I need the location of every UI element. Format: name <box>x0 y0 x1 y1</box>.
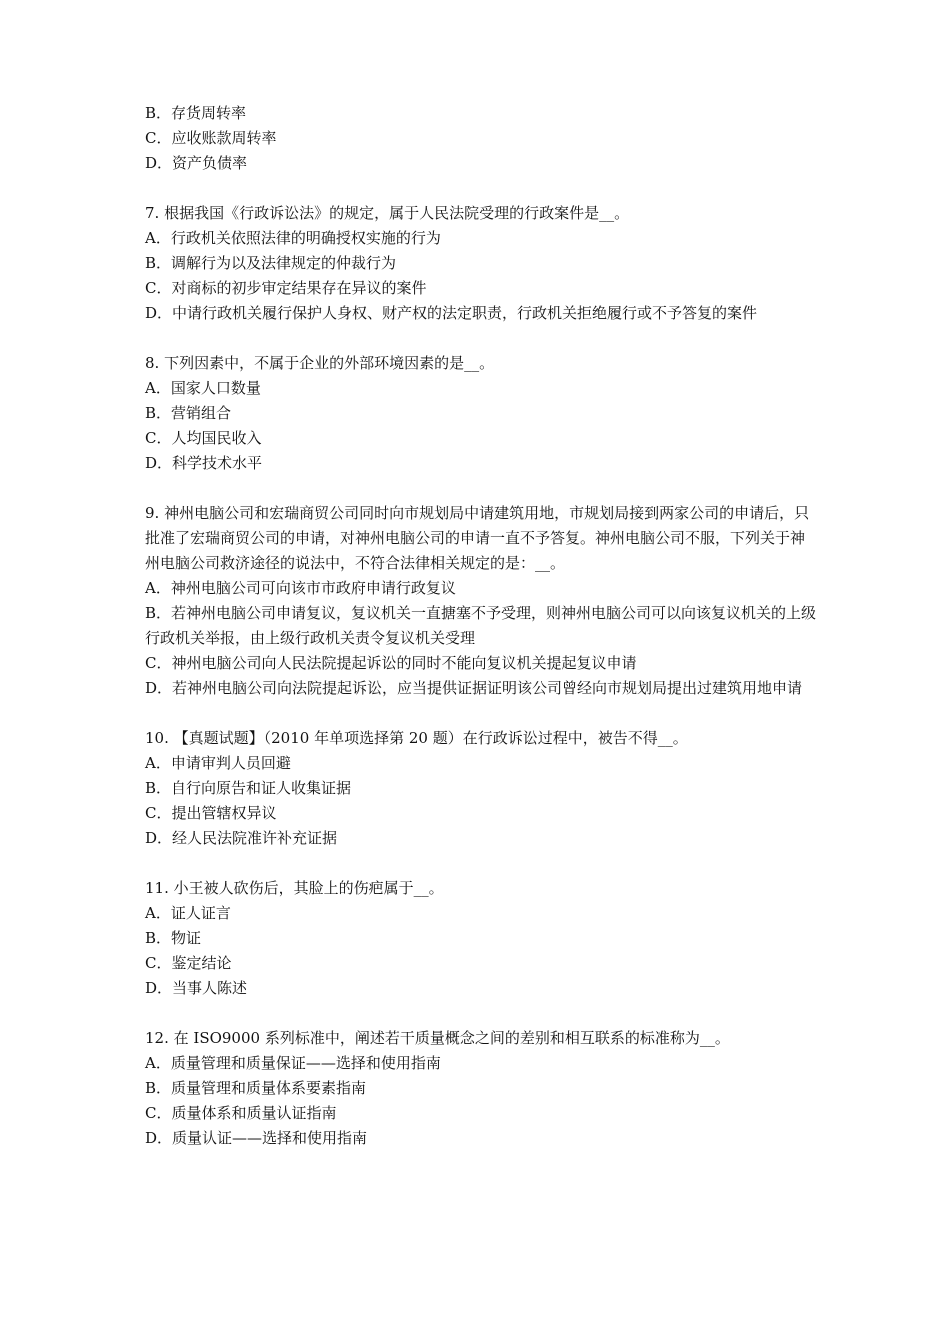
option-c: C．应收账款周转率 <box>145 129 277 147</box>
option-b: B．存货周转率 <box>145 104 247 122</box>
option-b: B．自行向原告和证人收集证据 <box>145 779 352 797</box>
question-8 <box>145 351 817 476</box>
question-10 <box>145 726 817 851</box>
question-stem: 7. 根据我国《行政诉讼法》的规定，属于人民法院受理的行政案件是__。 <box>145 204 630 222</box>
option-b: B．营销组合 <box>145 404 232 422</box>
option-b: B．调解行为以及法律规定的仲裁行为 <box>145 254 397 272</box>
option-d: D．经人民法院准许补充证据 <box>145 829 338 847</box>
option-d: D．质量认证——选择和使用指南 <box>145 1129 368 1147</box>
option-c: C．对商标的初步审定结果存在异议的案件 <box>145 279 427 297</box>
spacer <box>145 476 817 501</box>
option-d: D．当事人陈述 <box>145 979 248 997</box>
option-b: B．质量管理和质量体系要素指南 <box>145 1079 367 1097</box>
question-stem: 9. 神州电脑公司和宏瑞商贸公司同时向市规划局中请建筑用地，市规划局接到两家公司的申请后，只批准了宏瑞商贸公司的申请，对神州电脑公司的申请一直不予答复。神州电脑公司不服，下列关于神州电脑公司救济途径的说法中，不符合法律相关规定的是：__。 <box>145 504 810 572</box>
spacer <box>145 326 817 351</box>
option-c: C．神州电脑公司向人民法院提起诉讼的同时不能向复议机关提起复议申请 <box>145 654 637 672</box>
option-d: D．科学技术水平 <box>145 454 263 472</box>
option-b: B．若神州电脑公司申请复议，复议机关一直搪塞不予受理，则神州电脑公司可以向该复议机关的上级行政机关举报，由上级行政机关责令复议机关受理 <box>145 604 817 647</box>
spacer <box>145 176 817 201</box>
question-11 <box>145 876 817 1001</box>
option-d: D．若神州电脑公司向法院提起诉讼，应当提供证据证明该公司曾经向市规划局提出过建筑用地申请 <box>145 679 803 697</box>
question-stem: 12. 在 ISO9000 系列标准中，阐述若干质量概念之间的差别和相互联系的标准称为__。 <box>145 1029 730 1047</box>
question-stem: 10. 【真题试题】（2010 年单项选择第 20 题）在行政诉讼过程中，被告不得__。 <box>145 729 688 747</box>
option-c: C．鉴定结论 <box>145 954 232 972</box>
option-d: D．资产负债率 <box>145 154 248 172</box>
question-stem: 8. 下列因素中，不属于企业的外部环境因素的是__。 <box>145 354 495 372</box>
option-a: A．神州电脑公司可向该市市政府申请行政复议 <box>145 579 456 597</box>
pre-options <box>145 101 817 176</box>
document-content <box>145 101 817 1151</box>
option-a: A．国家人口数量 <box>145 379 261 397</box>
option-c: C．质量体系和质量认证指南 <box>145 1104 337 1122</box>
option-c: C．人均国民收入 <box>145 429 262 447</box>
question-9 <box>145 501 817 701</box>
option-a: A．证人证言 <box>145 904 231 922</box>
option-b: B．物证 <box>145 929 202 947</box>
question-stem: 11. 小王被人砍伤后，其脸上的伤疤属于__。 <box>145 879 444 897</box>
option-a: A．申请审判人员回避 <box>145 754 291 772</box>
option-a: A．行政机关依照法律的明确授权实施的行为 <box>145 229 441 247</box>
option-a: A．质量管理和质量保证——选择和使用指南 <box>145 1054 441 1072</box>
spacer <box>145 851 817 876</box>
option-c: C．提出管辖权异议 <box>145 804 277 822</box>
option-d: D．中请行政机关履行保护人身权、财产权的法定职责，行政机关拒绝履行或不予答复的案件 <box>145 304 758 322</box>
question-7 <box>145 201 817 326</box>
spacer <box>145 1001 817 1026</box>
question-12 <box>145 1026 817 1151</box>
spacer <box>145 701 817 726</box>
